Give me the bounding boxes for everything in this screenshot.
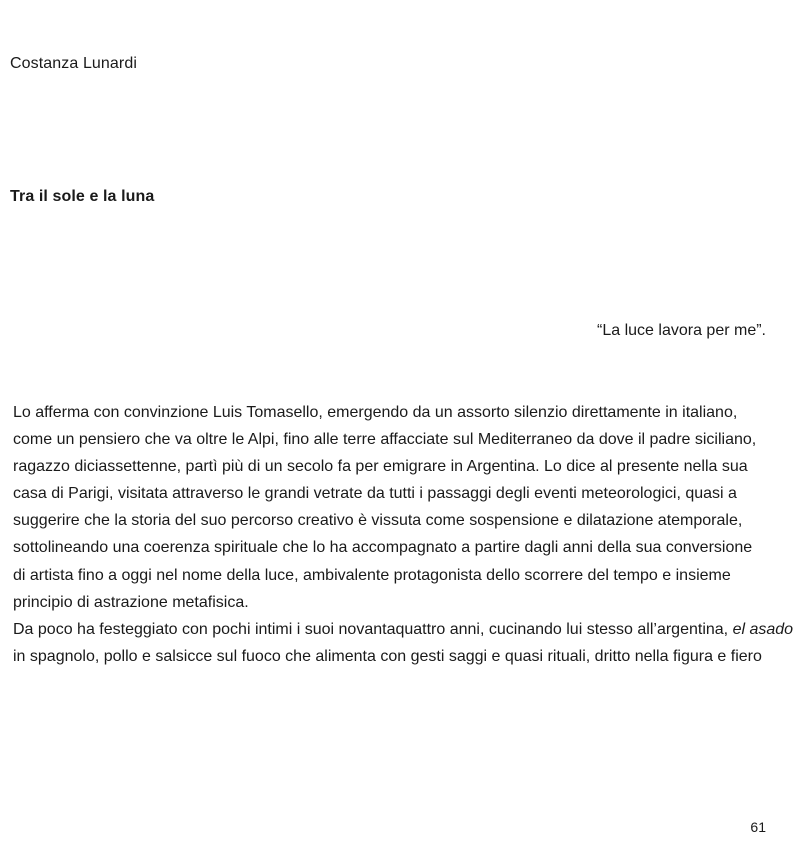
author-name: Costanza Lunardi xyxy=(10,55,138,72)
paragraph-2-line xyxy=(13,616,794,643)
article-title: Tra il sole e la luna xyxy=(10,188,155,205)
paragraph-1-line: suggerire che la storia del suo percorso creativo è vissuta come sospensione e dilatazione atemporale, xyxy=(13,512,743,530)
body-text xyxy=(13,399,794,670)
page-number: 61 xyxy=(750,819,766,835)
paragraph-1-line: casa di Parigi, visitata attraverso le grandi vetrate da tutti i passaggi degli eventi meteorologici, quasi a xyxy=(13,485,737,503)
paragraph-1-line: ragazzo diciassettenne, partì più di un secolo fa per emigrare in Argentina. Lo dice al presente nella sua xyxy=(13,458,748,476)
paragraph-1-line: principio di astrazione metafisica. xyxy=(13,593,249,611)
epigraph-quote: “La luce lavora per me”. xyxy=(597,322,766,339)
paragraph-2-line: in spagnolo, pollo e salsicce sul fuoco che alimenta con gesti saggi e quasi rituali, dritto nella figura e fiero xyxy=(13,647,762,665)
paragraph-1-line: Lo afferma con convinzione Luis Tomasello, emergendo da un assorto silenzio direttamente in italiano, xyxy=(13,404,738,421)
paragraph-1-line: come un pensiero che va oltre le Alpi, fino alle terre affacciate sul Mediterraneo da dove il padre siciliano, xyxy=(13,431,757,449)
paragraph-1-line: sottolineando una coerenza spirituale che lo ha accompagnato a partire dagli anni della sua conversione xyxy=(13,539,753,557)
paragraph-2-italic: el asado xyxy=(732,620,794,638)
paragraph-1-line: di artista fino a oggi nel nome della luce, ambivalente protagonista dello scorrere del tempo e insieme xyxy=(13,566,731,584)
paragraph-2-text: Da poco ha festeggiato con pochi intimi i suoi novantaquattro anni, cucinando lui stesso all’argentina, xyxy=(13,620,733,638)
